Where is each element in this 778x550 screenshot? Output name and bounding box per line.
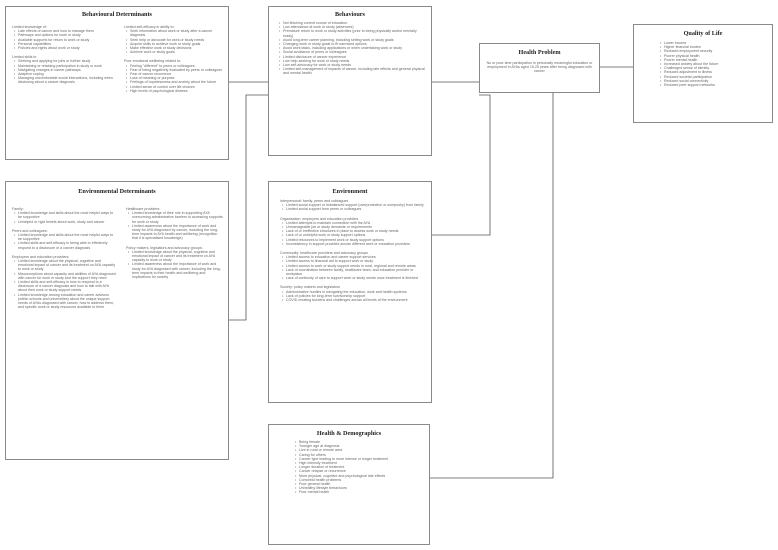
- section-label: Community: healthcare providers and advocacy groups: [280, 251, 368, 256]
- list-item: • Reduced employment security: [664, 49, 768, 53]
- list-item: • Limited self-management of impacts of cancer, including late effects and general physical and mental health: [283, 67, 427, 75]
- list-item: • Lack of coordination between family, healthcare team, and education provider or workplace: [286, 268, 426, 276]
- connector-environmental-behaviours: [229, 95, 268, 320]
- list-item: • Adaptive coping: [18, 72, 115, 76]
- section-label: Interpersonal: family, peers and colleagues: [280, 199, 349, 203]
- list-item: • Lack of policies for long-term survivorship support: [286, 294, 426, 298]
- list-item: • Limited sense of control over life choices: [130, 85, 224, 89]
- list-item: • Lack of or unhelpful work or study support options: [286, 233, 426, 237]
- list-item: • Limited resources to implement work or study support options: [286, 238, 426, 242]
- behaviours-title: Behaviours: [335, 11, 365, 18]
- list-item: • Limited knowledge of their role in supporting AYA overcoming administrative barriers to accessing supports for work or study: [132, 211, 224, 224]
- environmental-col-1: [12, 205, 116, 309]
- behavioural-col-1: [12, 23, 115, 85]
- list-item: • Fear of cancer recurrence: [130, 72, 224, 76]
- health-problem-title: Health Problem: [518, 49, 561, 56]
- list-item: • Limited knowledge about the physical, cognitive and emotional impact of cancer and its treatment on AYA capacity to work or study: [132, 250, 224, 263]
- bullet-list: [12, 29, 115, 50]
- list-item: • Younger age at diagnosis: [299, 444, 425, 448]
- bullet-list: [658, 41, 768, 87]
- bullet-list: [12, 59, 115, 84]
- quality-of-life-title: Quality of Life: [683, 30, 723, 37]
- bullet-list: [124, 64, 224, 93]
- list-item: • Cancer relapse or recurrence: [299, 469, 425, 473]
- bullet-list: [124, 29, 224, 54]
- bullet-list: [280, 255, 426, 280]
- list-item: • Comorbid health problems: [299, 478, 425, 482]
- list-item: • Caring for others: [299, 453, 425, 457]
- list-item: • Limited knowledge and skills about the most helpful ways to be supportive: [18, 233, 116, 241]
- list-item: • Lack of continuity of care to support work or study needs once treatment is finished: [286, 276, 426, 280]
- list-item: • Poorer physical health: [664, 54, 768, 58]
- list-item: • Reduced peer support networks: [664, 83, 768, 87]
- health-demographics-box: [268, 424, 430, 545]
- list-item: • Achieve work or study goals: [130, 50, 224, 54]
- bullet-list: [12, 211, 116, 224]
- section-label: Family:: [12, 207, 24, 211]
- list-item: • Changing work or study goals to fit narrowed options: [283, 42, 427, 46]
- list-item: • More physical, cognitive and psychological late effects: [299, 474, 425, 478]
- list-item: • Lack of or ineffective structures in place to assess work or study needs: [286, 229, 426, 233]
- bullet-list: [293, 440, 425, 495]
- section-label: Organisation: employers and education providers: [280, 216, 359, 221]
- environment-title: Environment: [332, 188, 368, 195]
- list-item: • Reduced adjustment to illness: [664, 70, 768, 74]
- bullet-list: [277, 21, 427, 76]
- bullet-list: [280, 290, 426, 303]
- list-item: • Limited social support or imbalanced support (overprotective or overpushy) from family: [286, 203, 426, 207]
- list-item: • Fear of being negatively evaluated by peers or colleagues: [130, 68, 224, 72]
- bullet-list: [280, 221, 426, 246]
- bullet-list: [12, 259, 116, 309]
- list-item: • Poor mental health: [299, 490, 425, 494]
- list-item: • Acquire skills to achieve work or study goals: [130, 42, 224, 46]
- list-item: • Lower income: [664, 41, 768, 45]
- list-item: • Low self-advocacy for work or study needs: [283, 63, 427, 67]
- bullet-list: [12, 233, 116, 250]
- list-item: • Maintaining or retaining participation in study or work: [18, 64, 115, 68]
- list-item: • Live in rural or remote area: [299, 448, 425, 452]
- section-label: Limited self-efficacy in ability to:: [124, 25, 175, 29]
- list-item: • Limited skills and self-efficacy in being able to effectively respond to a disclosure of a cancer diagnosis: [18, 241, 116, 249]
- list-item: • Misconceptions about capacity and abilities of AYA diagnosed with cancer for work or study and the support they need: [18, 272, 116, 280]
- list-item: • Increased anxiety about the future: [664, 62, 768, 66]
- environment-box: [268, 181, 432, 403]
- list-item: • Social avoidance of peers or colleagues: [283, 50, 427, 54]
- list-item: • Seeking and applying for jobs or further study: [18, 59, 115, 63]
- list-item: • Reduced societal participation: [664, 75, 768, 79]
- list-item: • Limited awareness about the importance of work and study for AYA diagnosed with cancer, including the long-term impacts to their health and wellbeing and implications for society: [132, 262, 224, 279]
- section-label: Limited skills in:: [12, 55, 38, 60]
- bullet-list: [126, 211, 224, 240]
- behaviours-box: [268, 6, 432, 156]
- list-item: • Cancer type leading to more intense or longer treatment: [299, 457, 425, 461]
- list-item: • Managing uncomfortable social interactions, including when disclosing about a cancer diagnosis: [18, 76, 115, 84]
- list-item: • Limited attempts to maintain connection with the AYA: [286, 221, 426, 225]
- behavioural-col-2: [124, 23, 224, 93]
- list-item: • Make effective work or study decisions: [130, 46, 224, 50]
- bullet-list: [126, 250, 224, 279]
- list-item: • Low help-seeking for work or study needs: [283, 59, 427, 63]
- connector-health-problem: [430, 93, 553, 478]
- list-item: • Avoid long-term career planning, including setting work or study goals: [283, 38, 427, 42]
- environmental-determinants-box: [5, 181, 229, 460]
- list-item: • Limited access to financial aid to support work or study: [286, 259, 426, 263]
- list-item: • Higher financial burden: [664, 45, 768, 49]
- list-item: • Limited skills and self-efficacy in how to respond to a disclosure of a cancer diagnosis and how to talk with AYA about their work or study support needs: [18, 280, 116, 293]
- behavioural-determinants-title: Behavioural Determinants: [82, 11, 152, 18]
- list-item: • Policies and rights about work or study: [18, 46, 115, 50]
- health-problem-text: No or poor-time participation in personally meaningful education or employment in AYAs aged 15-25 years after being diagnosed with cancer: [486, 61, 593, 74]
- list-item: • Available supports for return to work or study: [18, 38, 115, 42]
- list-item: • Limited knowledge about the physical, cognitive and emotional impact of cancer and its treatment on AYA capacity to work or study: [18, 259, 116, 272]
- list-item: • Navigating changes in career pathways: [18, 68, 115, 72]
- list-item: • Being female: [299, 440, 425, 444]
- section-label: Society: policy makers and legislators: [280, 285, 340, 290]
- list-item: • Limited social support from peers or colleagues: [286, 207, 426, 211]
- quality-of-life-box: [633, 24, 773, 123]
- list-item: • Limited knowledge and skills about the most helpful ways to be supportive: [18, 211, 116, 219]
- list-item: • Administrative hurdles in navigating the education, work and health systems: [286, 290, 426, 294]
- list-item: • Feelings of hopelessness and anxiety about the future: [130, 80, 224, 84]
- list-item: • Not finishing current course of education: [283, 21, 427, 25]
- list-item: • Challenged sense of identity: [664, 66, 768, 70]
- environment-content: [280, 199, 426, 302]
- list-item: • Limited access to education and career support services: [286, 255, 426, 259]
- list-item: • Unhelpful or rigid beliefs about work, study and cancer: [18, 220, 116, 224]
- list-item: • Poor general health: [299, 482, 425, 486]
- list-item: • Loss of meaning or purpose: [130, 76, 224, 80]
- list-item: • Seek information about work or study after a cancer diagnosis: [130, 29, 224, 37]
- list-item: • Limited awareness about the importance of work and study for AYA diagnosed by cancer, including the long-term impacts to AYA health and wellbeing (recognition that it is specialised knowledge): [132, 224, 224, 241]
- section-label: Policy makers, legislators and advocacy groups:: [126, 245, 203, 250]
- list-item: • High levels of psychological distress: [130, 89, 224, 93]
- environmental-col-2: [126, 205, 224, 279]
- list-item: • Limited disclosure of cancer experience: [283, 55, 427, 59]
- list-item: • Inconsistency in support provided across different work or education providers: [286, 242, 426, 246]
- list-item: • Unmanageable job or study demands or requirements: [286, 225, 426, 229]
- list-item: • Poorer mental health: [664, 58, 768, 62]
- list-item: • Reduced social connectivity: [664, 79, 768, 83]
- list-item: • Low attendance at work or study (absences): [283, 25, 427, 29]
- list-item: • Seek help or advocate for work or study needs: [130, 38, 224, 42]
- section-label: Employers and education providers:: [12, 254, 70, 259]
- list-item: • Pathways and options for work or study: [18, 33, 115, 37]
- health-demographics-title: Health & Demographics: [316, 430, 382, 437]
- list-item: • High intensity treatment: [299, 461, 425, 465]
- section-label: Healthcare providers:: [126, 207, 161, 211]
- list-item: • Avoid work tasks, including applications or when undertaking work or study: [283, 46, 427, 50]
- list-item: • Personal capabilities: [18, 42, 115, 46]
- list-item: • Longer duration of treatment: [299, 465, 425, 469]
- connector-environment-problem: [432, 95, 490, 235]
- section-label: Peers and colleagues:: [12, 228, 48, 233]
- bullet-list: [280, 203, 426, 211]
- list-item: • Limited knowledge among education and career advisors (within schools and universities) about the unique support needs of AYAs diagnosed with cancer, how to address them, and specific work or study resources available to them: [18, 293, 116, 310]
- list-item: • Late effects of cancer and how to manage them: [18, 29, 115, 33]
- list-item: • COVID creating burdens and challenges across all levels of the environment: [286, 298, 426, 302]
- list-item: • Unhealthy lifestyle behaviours: [299, 486, 425, 490]
- section-label: Limited knowledge of:: [12, 25, 47, 29]
- section-label: Poor emotional wellbeing related to:: [124, 59, 182, 64]
- list-item: • Premature return to work or study activities (prior to being physically and/or mentally ready): [283, 29, 427, 37]
- health-problem-box: [479, 43, 600, 93]
- behavioural-determinants-box: [5, 6, 229, 160]
- environmental-determinants-title: Environmental Determinants: [78, 188, 156, 195]
- list-item: • Feeling "different" to peers or colleagues: [130, 64, 224, 68]
- list-item: • Limited access to work or study support needs in rural, regional and remote areas: [286, 264, 426, 268]
